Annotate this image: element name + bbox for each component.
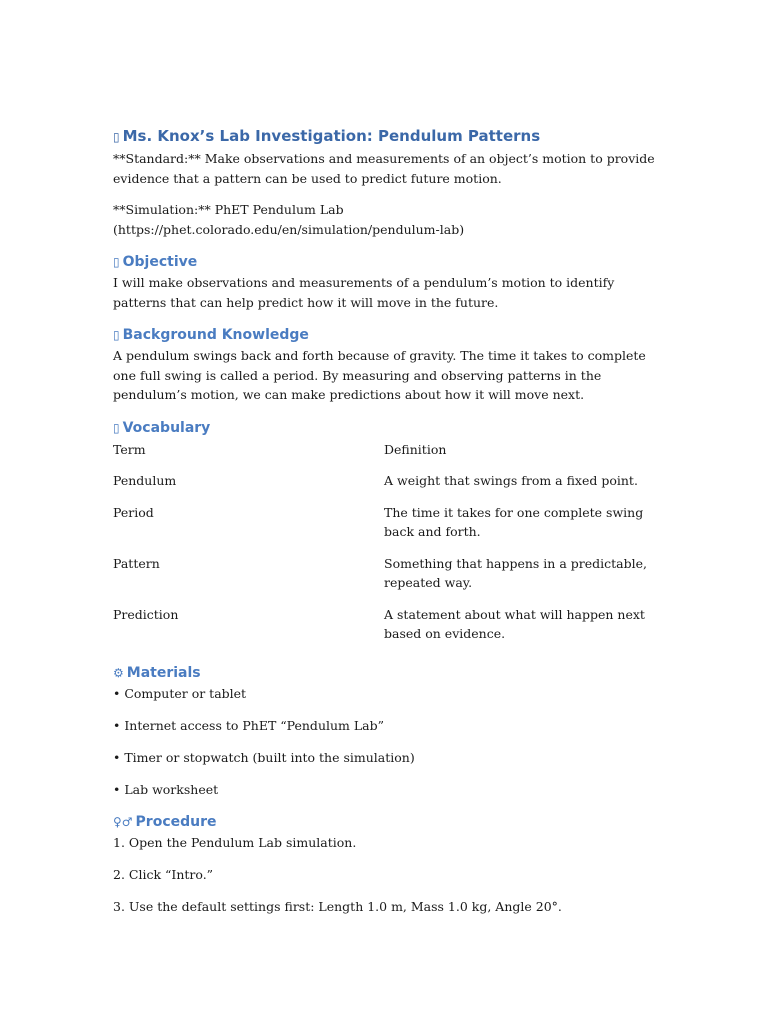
vocabulary-row (113, 554, 658, 593)
materials-heading (113, 662, 658, 684)
background-icon: ▯ (113, 328, 120, 342)
procedure-heading (113, 811, 658, 833)
objective-icon: ▯ (113, 255, 120, 269)
materials-item: • Computer or tablet (113, 685, 247, 701)
procedure-step: 3. Use the default settings first: Length 1.0 m, Mass 1.0 kg, Angle 20°. (113, 899, 562, 914)
vocabulary-header-row (113, 440, 658, 460)
background-heading (113, 324, 658, 346)
vocabulary-header-definition: Definition (384, 441, 447, 457)
gender-symbols-icon: ♀♂ (113, 815, 133, 829)
document-content (113, 124, 658, 917)
vocabulary-definition: The time it takes for one complete swing back and forth. (384, 504, 644, 539)
materials-item: • Internet access to PhET “Pendulum Lab” (113, 717, 385, 733)
vocabulary-header-term: Term (113, 441, 146, 457)
vocabulary-definition: A weight that swings from a fixed point. (384, 473, 638, 488)
vocabulary-icon: ▯ (113, 420, 120, 435)
background-text: A pendulum swings back and forth because of gravity. The time it takes to complete one full swing is called a period. By measuring and observing patterns in the pendulum’s motion, we can make predictions about how it will move next. (113, 348, 646, 402)
background-heading-text: Background Knowledge (122, 327, 309, 343)
vocabulary-term: Prediction (113, 606, 179, 622)
standard-text: **Standard:** Make observations and measurements of an object’s motion to provide evidence that a pattern can be used to predict future motion. (113, 151, 655, 186)
vocabulary-definition: Something that happens in a predictable, repeated way. (384, 555, 647, 590)
document-icon: ▯ (113, 130, 120, 144)
procedure-heading-text: Procedure (135, 814, 217, 830)
simulation-text: **Simulation:** PhET Pendulum Lab (https://phet.colorado.edu/en/simulation/pendulum-lab) (113, 202, 465, 237)
objective-heading-text: Objective (122, 254, 198, 270)
objective-heading (113, 251, 658, 273)
gear-icon: ⚙ (113, 665, 124, 680)
vocabulary-definition: A statement about what will happen next based on evidence. (384, 606, 645, 641)
vocabulary-row (113, 471, 658, 491)
vocabulary-table (113, 440, 658, 644)
objective-text: I will make observations and measurements of a pendulum’s motion to identify patterns that can help predict how it will move in the future. (113, 275, 615, 310)
materials-item: • Lab worksheet (113, 781, 219, 797)
materials-heading-text: Materials (126, 664, 201, 681)
materials-item: • Timer or stopwatch (built into the simulation) (113, 749, 415, 765)
vocabulary-row (113, 503, 658, 542)
vocabulary-term: Pattern (113, 555, 160, 571)
materials-list (113, 684, 658, 800)
procedure-step: 1. Open the Pendulum Lab simulation. (113, 835, 357, 850)
procedure-step: 2. Click “Intro.” (113, 867, 214, 882)
procedure-list (113, 833, 658, 917)
vocabulary-term: Period (113, 504, 154, 520)
page-title (113, 124, 658, 149)
page-title-text: Ms. Knox’s Lab Investigation: Pendulum Patterns (122, 127, 541, 145)
vocabulary-heading-text: Vocabulary (122, 419, 211, 436)
vocabulary-row (113, 605, 658, 644)
vocabulary-heading (113, 417, 658, 439)
vocabulary-term: Pendulum (113, 473, 177, 488)
